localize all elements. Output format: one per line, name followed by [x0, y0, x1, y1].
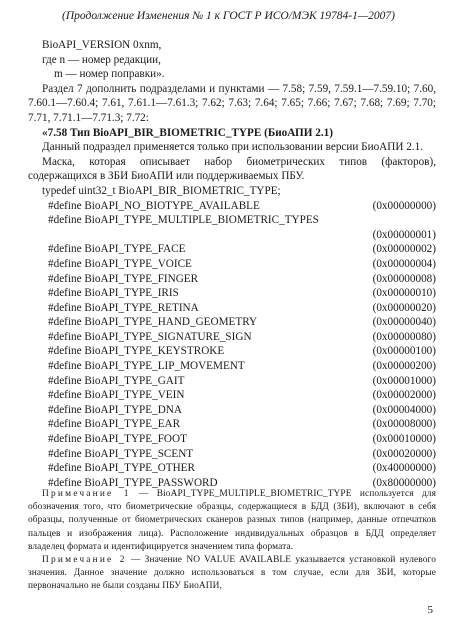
- define-row: [28, 388, 436, 403]
- define-value: (0x00001000): [372, 374, 436, 387]
- define-name: #define BioAPI_TYPE_VEIN: [48, 389, 185, 402]
- definition-line-n: где n — номер редакции,: [42, 53, 161, 66]
- main-text: [28, 38, 436, 490]
- define-name: #define BioAPI_TYPE_OTHER: [48, 462, 195, 475]
- note-2-label: Примечание 2: [42, 555, 127, 565]
- define-value: (0x00008000): [372, 418, 436, 431]
- define-row: [28, 242, 436, 257]
- define-value: (0x40000000): [372, 462, 436, 475]
- define-name: #define BioAPI_TYPE_IRIS: [48, 287, 179, 300]
- define-name: #define BioAPI_TYPE_RETINA: [48, 301, 199, 314]
- define-value: (0x00000001): [372, 228, 436, 241]
- define-name: #define BioAPI_TYPE_HAND_GEOMETRY: [48, 316, 258, 329]
- typedef-line: typedef uint32_t BioAPI_BIR_BIOMETRIC_TYPE;: [42, 184, 281, 197]
- page-number: 5: [427, 604, 433, 616]
- define-name: #define BioAPI_TYPE_VOICE: [48, 257, 192, 270]
- define-row: [28, 315, 436, 330]
- define-name: #define BioAPI_TYPE_PASSWORD: [48, 476, 218, 489]
- note-1-label: Примечание 1: [42, 489, 131, 499]
- define-name: #define BioAPI_TYPE_FINGER: [48, 272, 199, 285]
- define-name: #define BioAPI_TYPE_DNA: [48, 403, 182, 416]
- note-2-text: — Значение NO VALUE AVAILABLE указывается установкой нулевого значения. Данное значение должно использоваться в том случае, если для ЗБИ, которые первоначально не были созданы ПБУ БиоАПИ,: [28, 555, 436, 592]
- note-2: [28, 554, 436, 594]
- define-row: [28, 374, 436, 389]
- define-value: (0x00000100): [372, 345, 436, 358]
- define-name: #define BioAPI_TYPE_GAIT: [48, 374, 185, 387]
- define-row: [28, 257, 436, 272]
- applicability-paragraph: Данный подраздел применяется только при использовании версии БиоАПИ 2.1.: [42, 141, 423, 154]
- define-row: [28, 344, 436, 359]
- define-value: (0x00000080): [372, 330, 436, 343]
- define-value: (0x00000008): [372, 272, 436, 285]
- define-value: (0x00000020): [372, 301, 436, 314]
- define-row: [28, 301, 436, 316]
- mask-description-paragraph: Маска, которая описывает набор биометрических типов (факторов), содержащихся в ЗБИ БиоАПИ или поддерживаемых ПБУ.: [28, 155, 436, 183]
- section-add-paragraph: Раздел 7 дополнить подразделами и пунктами — 7.58; 7.59, 7.59.1—7.59.10; 7.60, 7.60.1—7.60.4; 7.61, 7.61.1—7.61.3; 7.62; 7.63; 7.64; 7.65; 7.66; 7.67; 7.68; 7.69; 7.70; 7.71, 7.71.1—7.71.3; 7.72:: [28, 82, 436, 124]
- define-row: [28, 272, 436, 287]
- define-value: (0x00000004): [372, 257, 436, 270]
- define-name: #define BioAPI_TYPE_MULTIPLE_BIOMETRIC_TYPES: [48, 214, 319, 227]
- define-name: #define BioAPI_TYPE_FOOT: [48, 433, 187, 446]
- version-line: BioAPI_VERSION 0xnm,: [42, 39, 162, 51]
- define-value: (0x00000200): [372, 360, 436, 373]
- define-value: (0x00020000): [372, 447, 436, 460]
- define-row: [28, 330, 436, 345]
- define-row: [28, 461, 436, 476]
- define-value: (0x00000040): [372, 316, 436, 329]
- section-heading: «7.58 Тип BioAPI_BIR_BIOMETRIC_TYPE (БиоАПИ 2.1): [42, 126, 333, 139]
- define-value: (0x00004000): [372, 403, 436, 416]
- define-name: #define BioAPI_TYPE_LIP_MOVEMENT: [48, 360, 245, 373]
- define-name: #define BioAPI_TYPE_EAR: [48, 418, 181, 431]
- definition-line-m: m — номер поправки».: [54, 68, 165, 81]
- page-header: (Продолжение Изменения № 1 к ГОСТ Р ИСО/МЭК 19784-1—2007): [62, 10, 395, 22]
- define-name: #define BioAPI_TYPE_SIGNATURE_SIGN: [48, 330, 252, 343]
- define-value: (0x00000002): [372, 243, 436, 256]
- define-row: [28, 286, 436, 301]
- define-row: [28, 447, 436, 462]
- define-row: [28, 403, 436, 418]
- define-name: #define BioAPI_TYPE_FACE: [48, 243, 186, 256]
- note-1-text: — BioAPI_TYPE_MULTIPLE_BIOMETRIC_TYPE используется для обозначения того, что биометрические образцы, содержащиеся в БДД (ЗБИ), включают в себя образцы, полученные от биометрических сканеров разных типов (например, данные отпечатков пальцев и изображения лица). Расположение индивидуальных образцов в БДД определяет владелец формата и идентифицируется значением типа формата.: [28, 489, 437, 552]
- define-name: #define BioAPI_TYPE_KEYSTROKE: [48, 345, 225, 358]
- define-name: #define BioAPI_NO_BIOTYPE_AVAILABLE: [48, 199, 260, 212]
- define-value: (0x80000000): [372, 476, 436, 489]
- define-row: [28, 417, 436, 432]
- define-row: [28, 199, 436, 214]
- define-value: (0x00002000): [372, 389, 436, 402]
- define-row: [28, 432, 436, 447]
- define-name: #define BioAPI_TYPE_SCENT: [48, 447, 194, 460]
- note-1: [28, 488, 436, 554]
- define-value: (0x00000010): [372, 287, 436, 300]
- define-value: (0x00010000): [372, 433, 436, 446]
- define-row: [28, 359, 436, 374]
- define-value: (0x00000000): [372, 199, 436, 212]
